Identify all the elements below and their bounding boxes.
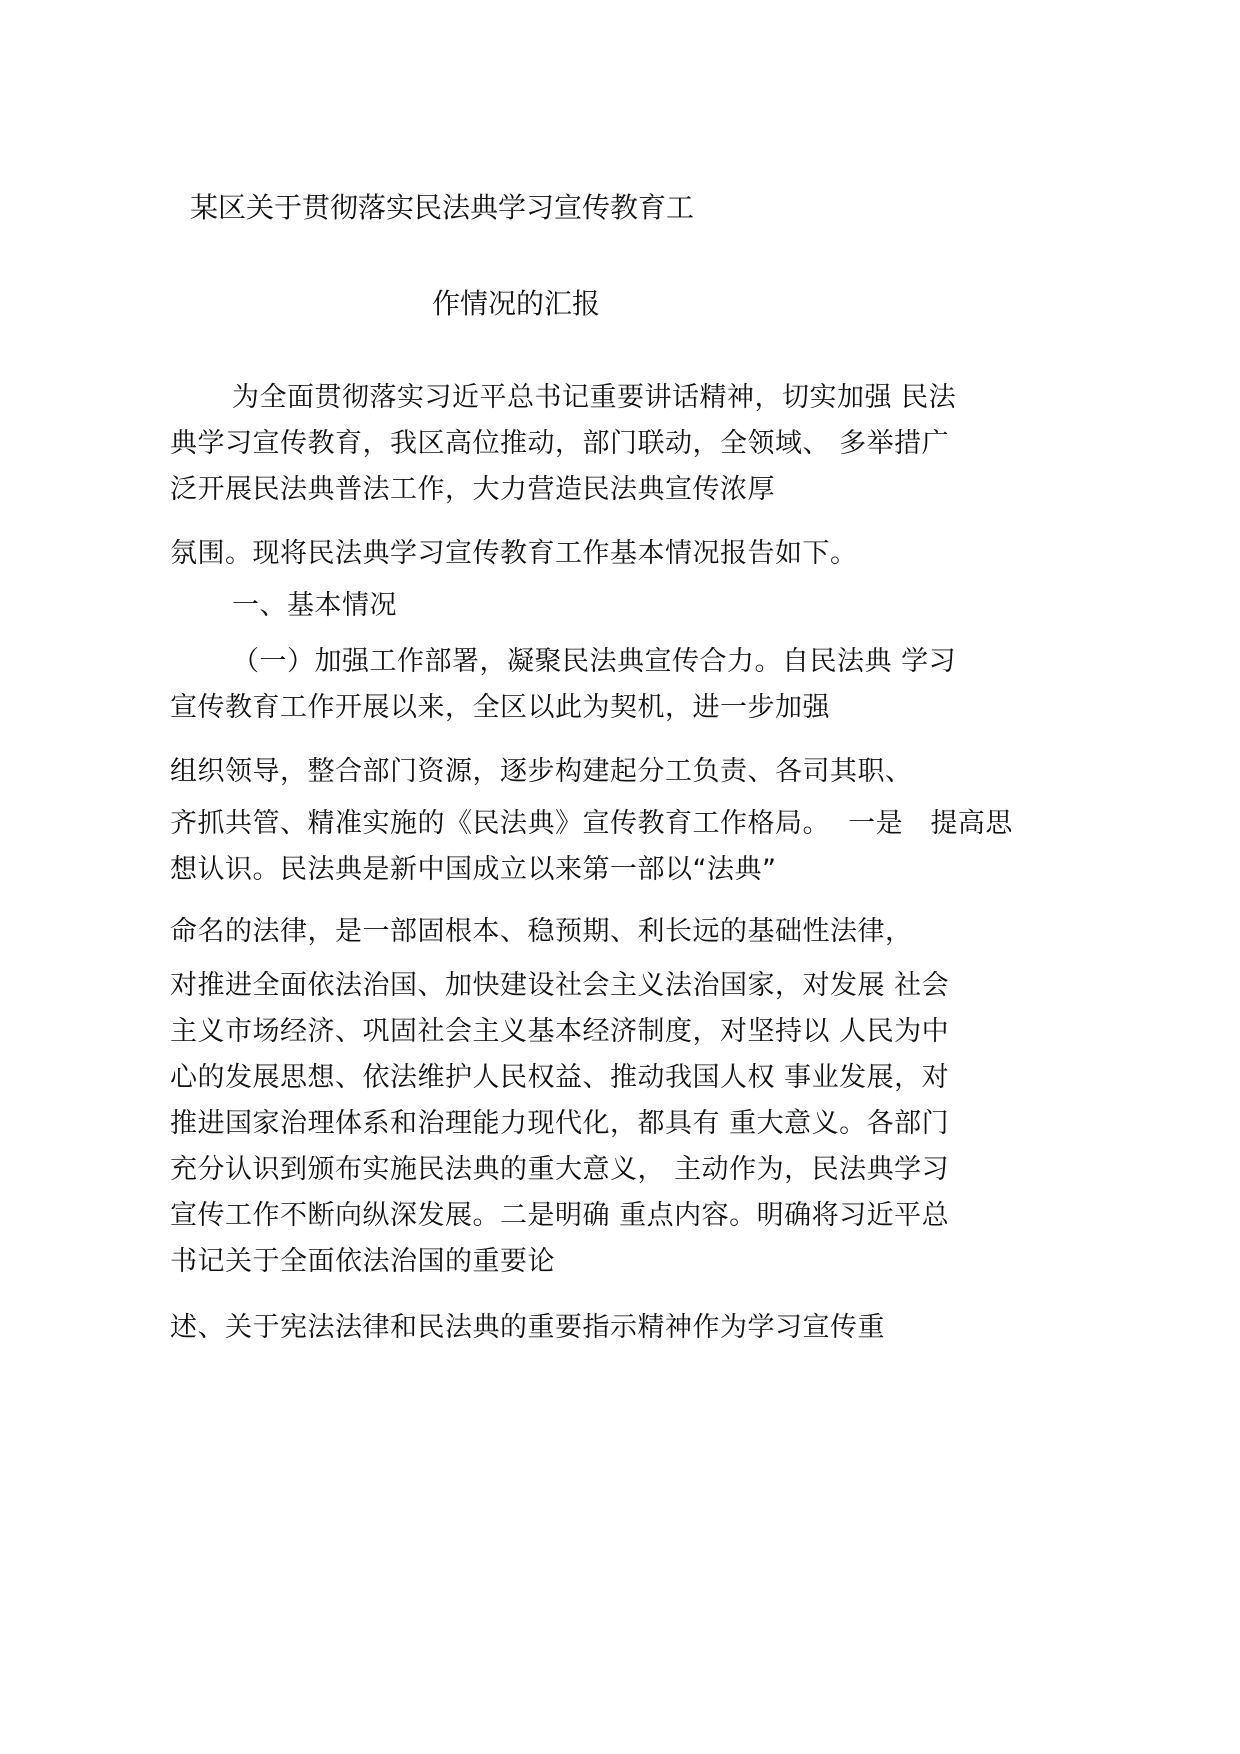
paragraph-line: 宣传教育工作开展以来，全区以此为契机，进一步加强 (170, 692, 830, 723)
paragraph-line: 组织领导，整合部门资源，逐步构建起分工负责、各司其职、 (170, 756, 913, 787)
paragraph-line: 典学习宣传教育，我区高位推动，部门联动，全领域、 多举措广 (170, 428, 950, 459)
paragraph-line: 心的发展思想、依法维护人民权益、推动我国人权 事业发展，对 (170, 1062, 950, 1093)
paragraph-line: 主义市场经济、巩固社会主义基本经济制度，对坚持以 人民为中 (170, 1016, 950, 1047)
paragraph-line: 充分认识到颁布实施民法典的重大意义， 主动作为，民法典学习 (170, 1154, 950, 1185)
paragraph-line: （一）加强工作部署，凝聚民法典宣传合力。自民法典 学习 (232, 646, 957, 677)
document-title-line-2: 作情况的汇报 (432, 287, 601, 320)
paragraph-line: 泛开展民法典普法工作，大力营造民法典宣传浓厚 (170, 474, 775, 505)
paragraph-line: 对推进全面依法治国、加快建设社会主义法治国家，对发展 社会 (170, 970, 950, 1001)
paragraph-line: 述、关于宪法法律和民法典的重要指示精神作为学习宣传重 (170, 1312, 885, 1343)
paragraph-line: 书记关于全面依法治国的重要论 (170, 1246, 555, 1277)
section-heading: 一、基本情况 (232, 590, 397, 621)
paragraph-line: 命名的法律，是一部固根本、稳预期、利长远的基础性法律， (170, 916, 913, 947)
paragraph-line: 想认识。民法典是新中国成立以来第一部以“法典” (170, 854, 777, 885)
paragraph-line: 推进国家治理体系和治理能力现代化，都具有 重大意义。各部门 (170, 1108, 950, 1139)
paragraph-line: 为全面贯彻落实习近平总书记重要讲话精神，切实加强 民法 (232, 382, 957, 413)
paragraph-line: 齐抓共管、精准实施的《民法典》宣传教育工作格局。 一是 提高思 (170, 808, 1013, 839)
paragraph-line: 宣传工作不断向纵深发展。二是明确 重点内容。明确将习近平总 (170, 1200, 950, 1231)
paragraph-line: 氛围。现将民法典学习宣传教育工作基本情况报告如下。 (170, 538, 858, 569)
document-title-line-1: 某区关于贯彻落实民法典学习宣传教育工 (190, 191, 695, 224)
